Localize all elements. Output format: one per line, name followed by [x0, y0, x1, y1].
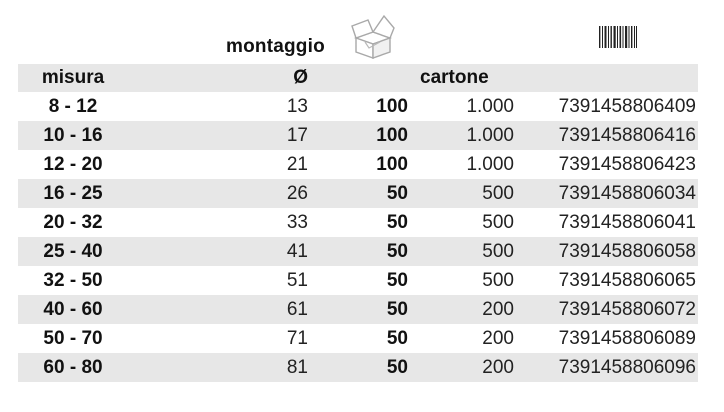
column-header-cartone: cartone	[420, 67, 489, 88]
diameter-cell: 41	[286, 241, 308, 262]
carton-quantity-cell: 1.000	[466, 154, 514, 175]
carton-quantity-cell: 500	[482, 270, 514, 291]
ean-code-cell: 7391458806065	[558, 270, 696, 291]
pack-quantity-cell: 50	[386, 357, 408, 378]
misura-cell: 16 - 25	[43, 183, 103, 204]
carton-quantity-cell: 500	[482, 183, 514, 204]
product-table	[18, 64, 698, 382]
column-header-diameter: Ø	[293, 67, 308, 88]
barcode-icon	[599, 26, 637, 48]
table-row	[18, 237, 698, 266]
pack-quantity-cell: 100	[376, 125, 408, 146]
pack-quantity-cell: 50	[386, 270, 408, 291]
diameter-cell: 33	[286, 212, 308, 233]
misura-cell: 20 - 32	[43, 212, 103, 233]
table-row	[18, 266, 698, 295]
table-row	[18, 150, 698, 179]
misura-cell: 40 - 60	[43, 299, 103, 320]
misura-cell: 60 - 80	[43, 357, 103, 378]
table-top-header	[0, 0, 724, 64]
diameter-cell: 61	[286, 299, 308, 320]
pack-quantity-cell: 50	[386, 241, 408, 262]
table-row	[18, 92, 698, 121]
carton-quantity-cell: 200	[482, 328, 514, 349]
open-box-icon	[350, 12, 396, 60]
ean-code-cell: 7391458806416	[558, 125, 696, 146]
pack-quantity-cell: 50	[386, 212, 408, 233]
misura-cell: 32 - 50	[43, 270, 103, 291]
misura-cell: 25 - 40	[43, 241, 103, 262]
misura-cell: 10 - 16	[43, 125, 103, 146]
diameter-cell: 81	[286, 357, 308, 378]
carton-quantity-cell: 500	[482, 212, 514, 233]
table-row	[18, 353, 698, 382]
carton-quantity-cell: 200	[482, 357, 514, 378]
diameter-cell: 13	[286, 96, 308, 117]
diameter-cell: 71	[286, 328, 308, 349]
carton-quantity-cell: 200	[482, 299, 514, 320]
carton-quantity-cell: 1.000	[466, 96, 514, 117]
ean-code-cell: 7391458806089	[558, 328, 696, 349]
table-row	[18, 121, 698, 150]
pack-quantity-cell: 50	[386, 299, 408, 320]
ean-code-cell: 7391458806034	[558, 183, 696, 204]
montaggio-label: montaggio	[226, 36, 325, 57]
pack-quantity-cell: 50	[386, 183, 408, 204]
pack-quantity-cell: 100	[376, 154, 408, 175]
pack-quantity-cell: 50	[386, 328, 408, 349]
ean-code-cell: 7391458806041	[558, 212, 696, 233]
table-row	[18, 295, 698, 324]
ean-code-cell: 7391458806058	[558, 241, 696, 262]
carton-quantity-cell: 500	[482, 241, 514, 262]
carton-quantity-cell: 1.000	[466, 125, 514, 146]
ean-code-cell: 7391458806096	[558, 357, 696, 378]
pack-quantity-cell: 100	[376, 96, 408, 117]
ean-code-cell: 7391458806423	[558, 154, 696, 175]
diameter-cell: 51	[286, 270, 308, 291]
table-header-row	[18, 64, 698, 92]
column-header-misura: misura	[41, 67, 105, 88]
misura-cell: 8 - 12	[48, 96, 98, 117]
diameter-cell: 26	[286, 183, 308, 204]
misura-cell: 12 - 20	[43, 154, 103, 175]
ean-code-cell: 7391458806409	[558, 96, 696, 117]
misura-cell: 50 - 70	[43, 328, 103, 349]
table-row	[18, 208, 698, 237]
ean-code-cell: 7391458806072	[558, 299, 696, 320]
table-row	[18, 324, 698, 353]
diameter-cell: 17	[286, 125, 308, 146]
diameter-cell: 21	[286, 154, 308, 175]
table-row	[18, 179, 698, 208]
